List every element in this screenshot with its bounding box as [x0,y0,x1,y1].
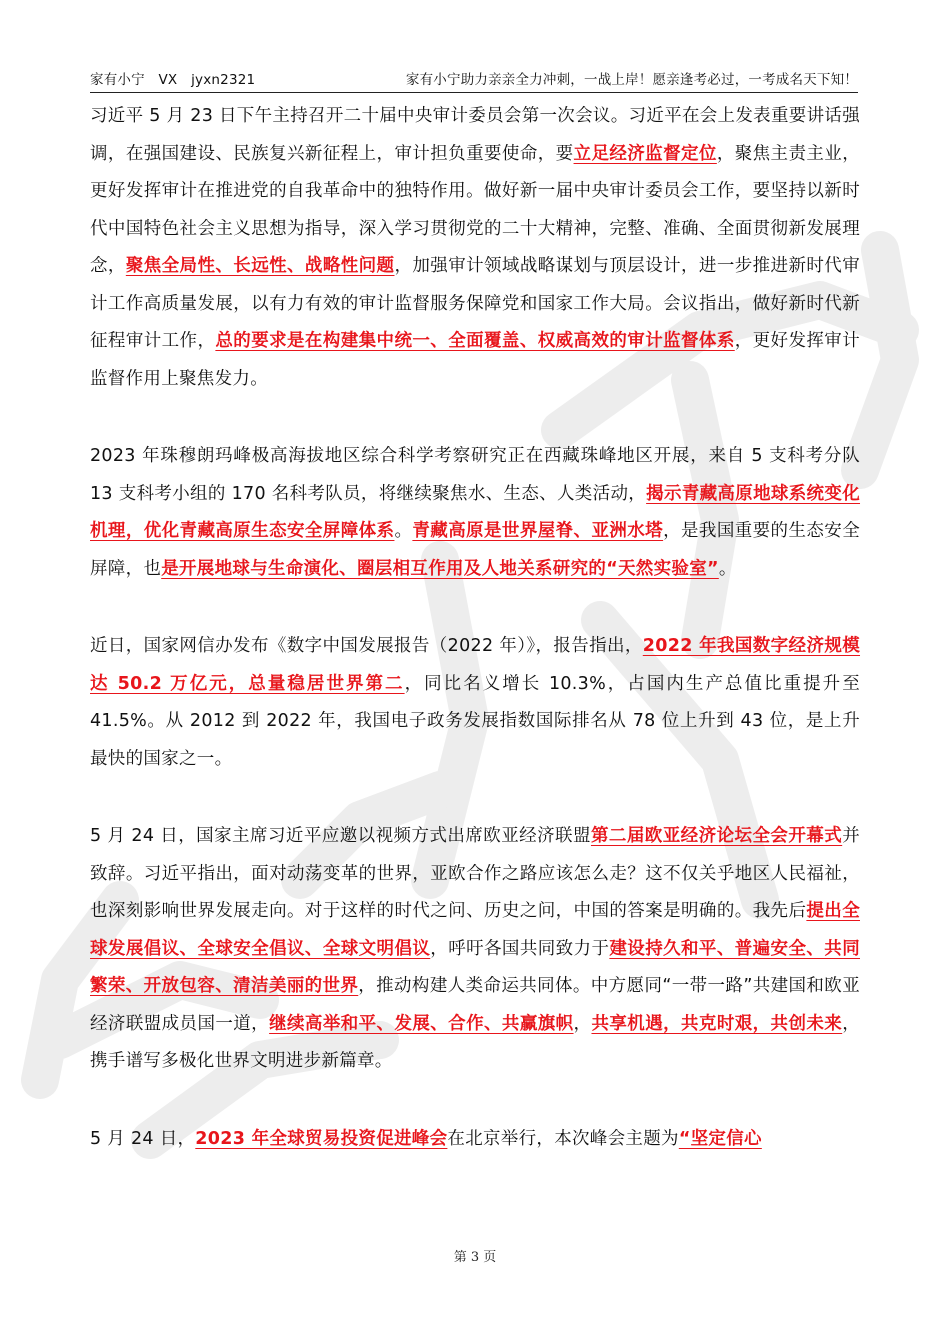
highlighted-text: 青藏高原是世界屋脊、亚洲水塔 [412,521,664,541]
header-rule [90,92,858,93]
highlighted-text: 聚焦全局性、长远性、战略性问题 [125,256,395,276]
body-text: 在北京举行，本次峰会主题为 [447,1128,679,1149]
body-text: 近日，国家网信办发布《数字中国发展报告（2022 年）》，报告指出， [90,636,643,656]
body-text: ，推动构建人类命运共同体。中方愿同“一带一路”共建国和欧亚经济联盟成员国一道， [90,976,860,1034]
body-text: ，加强审计领域战略谋划与顶层设计，进一步推进新时代审计工作高质量发展，以有力有效的审计监督服务保障党和国家工作大局。会议指出，做好新时代新征程审计工作， [90,256,860,351]
paragraph [90,1121,860,1159]
highlighted-text: 2022 年我国数字经济规模达 50.2 万亿元，总量稳居世界第二 [90,636,861,694]
paragraph [90,438,860,588]
highlighted-text: 揭示青藏高原地球系统变化机理，优化青藏高原生态安全屏障体系 [90,483,861,541]
highlighted-text: 立足经济监督定位 [573,143,717,164]
body-text: ，更好发挥审计监督作用上聚焦发力。 [90,331,860,389]
body-text: ，携手谱写多极化世界文明进步新篇章。 [90,1013,861,1071]
body-text: ，是我国重要的生态安全屏障，也 [90,521,860,579]
body-text: ，聚焦主责主业，更好发挥审计在推进党的自我革命中的独特作用。做好新一届中央审计委员会工作，要坚持以新时代中国特色社会主义思想为指导，深入学习贯彻党的二十大精神，完整、准确、全面贯彻新发展理念， [90,143,860,276]
paragraph [90,818,860,1081]
body-text: 。 [718,558,737,579]
body-text: 5 月 24 日，国家主席习近平应邀以视频方式出席欧亚经济联盟 [90,826,591,846]
body-text: ， [573,1013,592,1034]
highlighted-text: 是开展地球与生命演化、圈层相互作用及人地关系研究的“天然实验室” [161,558,719,579]
highlighted-text: 总的要求是在构建集中统一、全面覆盖、权威高效的审计监督体系 [215,331,735,351]
body-text: ，同比名义增长 10.3%，占国内生产总值比重提升至 41.5%。从 2012 到 2022 年，我国电子政务发展指数国际排名从 78 位上升到 43 位，是上升最快的国家之一。 [90,673,860,769]
highlighted-text: 继续高举和平、发展、合作、共赢旗帜 [269,1013,574,1034]
highlighted-text: 第二届欧亚经济论坛全会开幕式 [590,826,843,846]
highlighted-text: 提出全球发展倡议、全球安全倡议、全球文明倡议 [90,901,860,959]
header-right-text: 家有小宁助力亲亲全力冲刺，一战上岸！愿亲逢考必过，一考成名天下知！ [405,72,858,88]
paragraph [90,98,860,398]
body-text: 。 [394,521,413,541]
document-body [90,98,860,1198]
body-text: 5 月 24 日， [90,1128,196,1149]
header-left-text: 家有小宁 VX jyxn2321 [90,72,256,88]
highlighted-text: 共享机遇，共克时艰，共创未来 [591,1013,843,1034]
highlighted-text: 2023 年全球贸易投资促进峰会 [195,1128,448,1149]
body-text: 习近平 5 月 23 日下午主持召开二十届中央审计委员会第一次会议。习近平在会上发表重要讲话强调，在强国建设、民族复兴新征程上，审计担负重要使命，要 [90,106,860,164]
page-number: 第 3 页 [453,1250,497,1265]
body-text: 并致辞。习近平指出，面对动荡变革的世界，亚欧合作之路应该怎么走？这不仅关乎地区人民福祉，也深刻影响世界发展走向。对于这样的时代之问、历史之问，中国的答案是明确的。我先后 [90,826,860,921]
paragraph [90,628,860,778]
highlighted-text: 建设持久和平、普遍安全、共同繁荣、开放包容、清洁美丽的世界 [90,938,860,996]
page-header [90,68,858,90]
body-text: 2023 年珠穆朗玛峰极高海拔地区综合科学考察研究正在西藏珠峰地区开展，来自 5 支科考分队 13 支科考小组的 170 名科考队员，将继续聚焦水、生态、人类活动， [90,446,860,504]
body-text: ，呼吁各国共同致力于 [430,938,610,959]
highlighted-text: “坚定信心 [678,1128,762,1149]
